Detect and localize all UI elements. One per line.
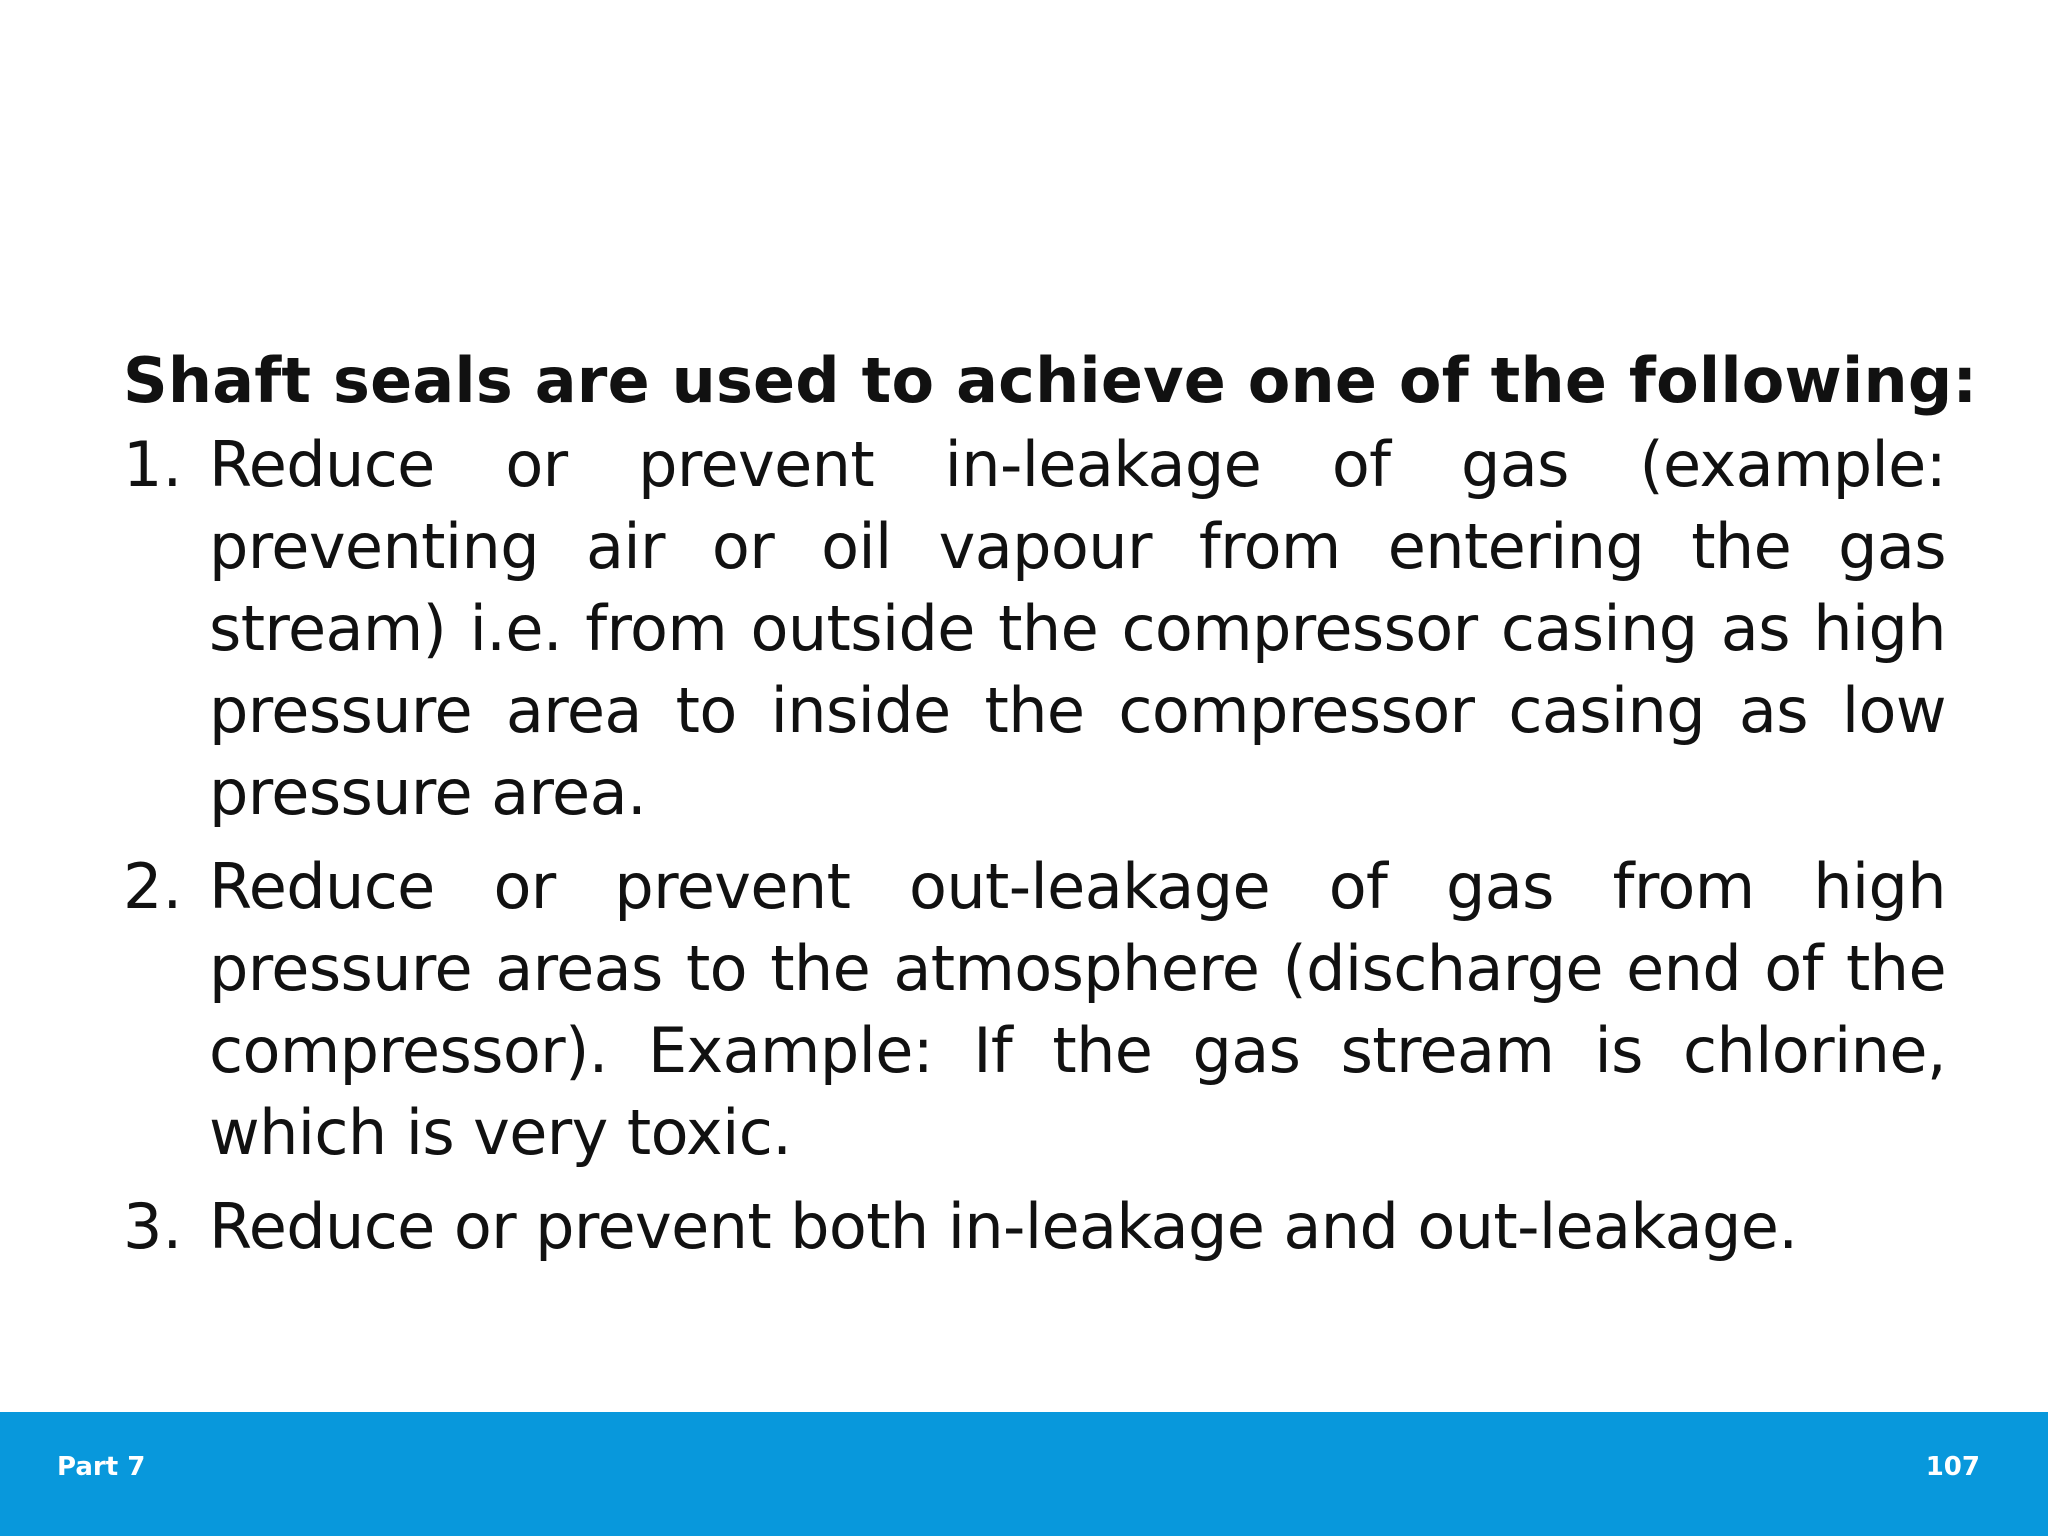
footer-bar bbox=[0, 1412, 2048, 1536]
list-item-text: Reduce or prevent out-leakage of gas from high pressure areas to the atmosphere (discharge end of the compressor). Example: If the gas stream is chlorine, which is very toxic. bbox=[209, 850, 1946, 1169]
footer-page-number: 107 bbox=[1925, 1452, 1980, 1482]
footer-part-label: Part 7 bbox=[57, 1452, 146, 1482]
list-item-text: Reduce or prevent in-leakage of gas (example: preventing air or oil vapour from entering the gas stream) i.e. from outside the compressor casing as high pressure area to inside the compressor casing as low pressure area. bbox=[209, 428, 1946, 829]
list-item-number: 1. bbox=[123, 428, 183, 501]
slide-content bbox=[123, 340, 1978, 1280]
list-item-number: 3. bbox=[123, 1190, 183, 1263]
list-item bbox=[123, 1186, 1946, 1268]
slide-heading: Shaft seals are used to achieve one of the following: bbox=[123, 344, 1978, 417]
list-item-number: 2. bbox=[123, 850, 183, 923]
list-item bbox=[123, 846, 1946, 1174]
list-item-text: Reduce or prevent both in-leakage and out-leakage. bbox=[209, 1190, 1798, 1263]
list-item bbox=[123, 424, 1946, 834]
numbered-list bbox=[123, 424, 1946, 1268]
